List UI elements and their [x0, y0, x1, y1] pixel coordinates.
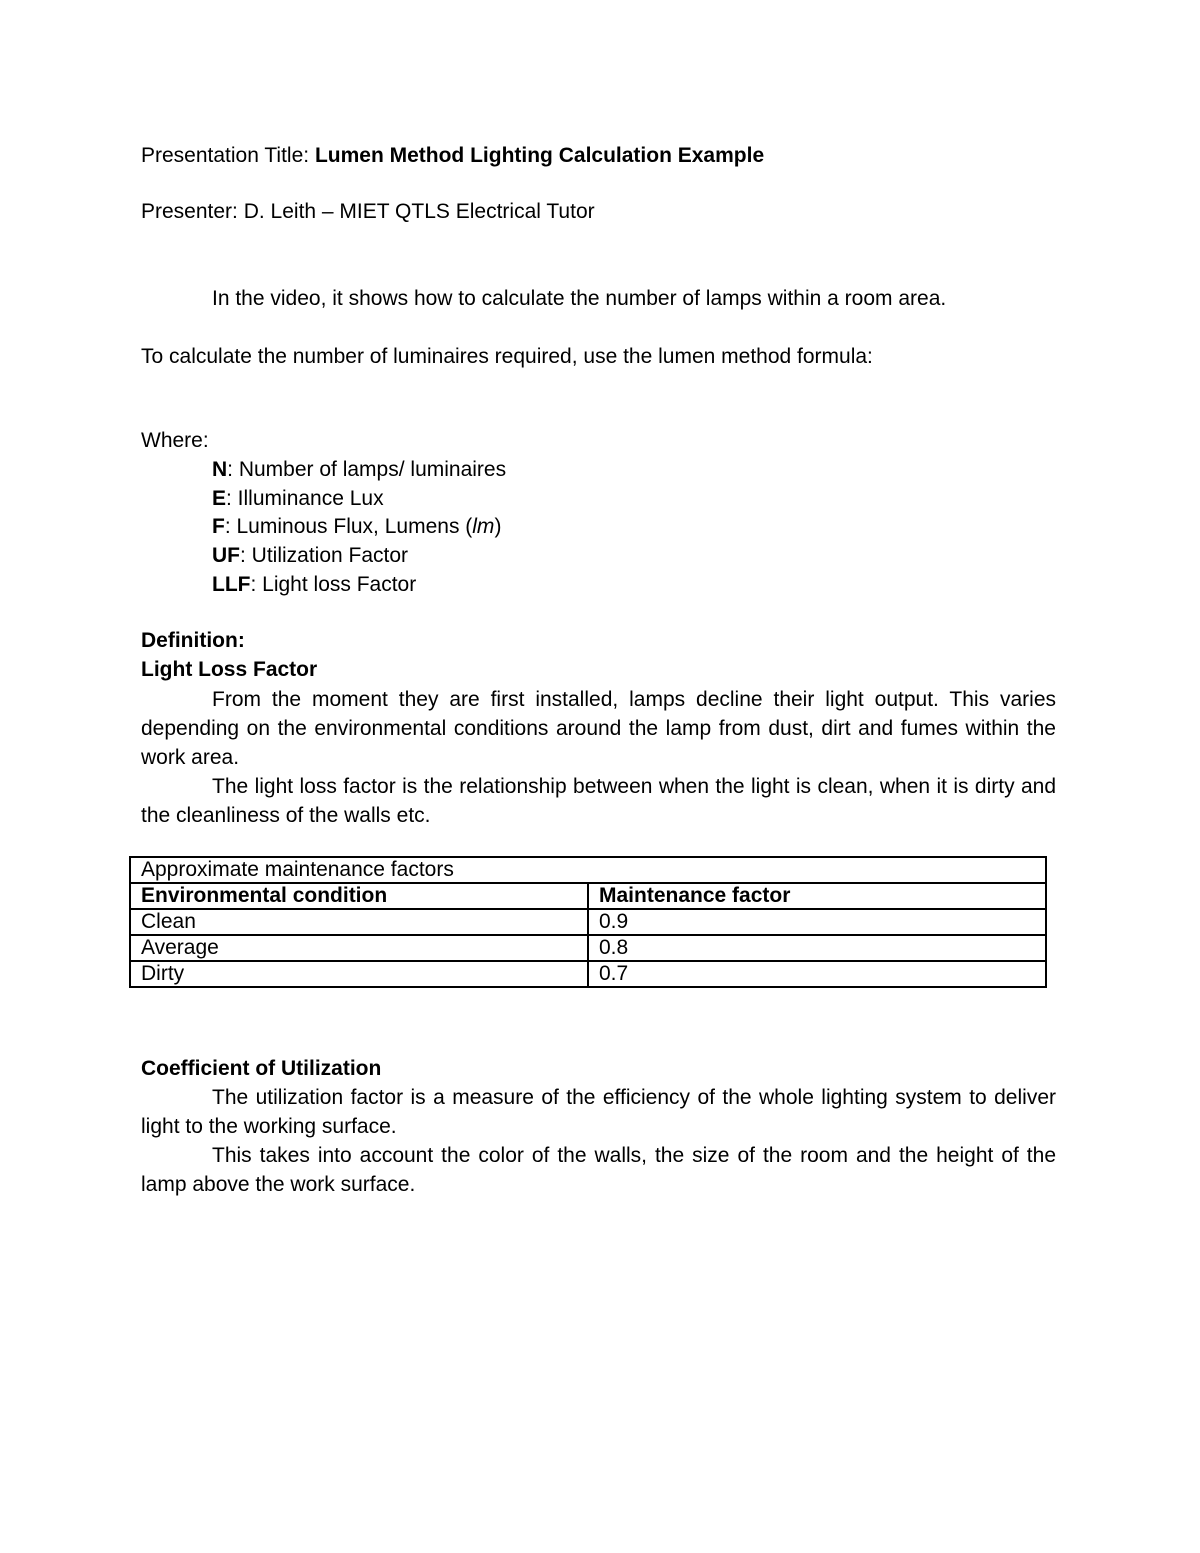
- term-symbol: F: [212, 515, 225, 538]
- definition-heading: Definition:: [141, 629, 245, 652]
- table-cell-condition: Average: [130, 935, 588, 961]
- maintenance-factor-table: [129, 856, 1047, 988]
- title-label: Presentation Title:: [141, 144, 315, 167]
- where-label: Where:: [141, 429, 209, 452]
- term-llf: [212, 571, 416, 599]
- term-f: [212, 513, 501, 541]
- table-row: [130, 961, 1046, 987]
- table-row: [130, 909, 1046, 935]
- term-description: : Utilization Factor: [240, 544, 409, 567]
- cu-body: [141, 1083, 1056, 1199]
- table-cell-condition: Dirty: [130, 961, 588, 987]
- cu-heading: Coefficient of Utilization: [141, 1057, 382, 1080]
- cu-paragraph-1: The utilization factor is a measure of the efficiency of the whole lighting system to deliver light to the working surface.: [141, 1086, 1056, 1138]
- term-symbol: E: [212, 487, 227, 510]
- term-n: [212, 456, 506, 484]
- term-e: [212, 485, 384, 513]
- column-header-factor: Maintenance factor: [588, 883, 1046, 909]
- term-symbol: UF: [212, 544, 240, 567]
- llf-heading: Light Loss Factor: [141, 658, 318, 681]
- title-value: Lumen Method Lighting Calculation Example: [314, 144, 765, 167]
- term-uf: [212, 542, 408, 570]
- term-symbol: N: [212, 458, 228, 481]
- table-caption: Approximate maintenance factors: [130, 857, 1046, 883]
- table-cell-condition: Clean: [130, 909, 588, 935]
- llf-paragraph-2: The light loss factor is the relationship between when the light is clean, when it is dirty and the cleanliness of the walls etc.: [141, 775, 1056, 827]
- term-description: : Illuminance Lux: [226, 487, 384, 510]
- term-description: : Luminous Flux, Lumens (: [224, 515, 473, 538]
- table-row: [130, 935, 1046, 961]
- presenter-line: Presenter: D. Leith – MIET QTLS Electrical Tutor: [141, 200, 595, 223]
- llf-paragraph-1: From the moment they are first installed, lamps decline their light output. This varies depending on the environmental conditions around the lamp from dust, dirt and fumes within the work area.: [141, 688, 1056, 769]
- term-unit: lm: [472, 515, 495, 538]
- intro-video-line: In the video, it shows how to calculate the number of lamps within a room area.: [212, 287, 947, 310]
- llf-body: [141, 685, 1056, 830]
- intro-formula-line: To calculate the number of luminaires required, use the lumen method formula:: [141, 345, 873, 368]
- table-cell-factor: 0.8: [588, 935, 1046, 961]
- table-header-row: [130, 883, 1046, 909]
- table-cell-factor: 0.7: [588, 961, 1046, 987]
- presentation-title: [141, 142, 764, 170]
- term-close: ): [494, 515, 502, 538]
- column-header-condition: Environmental condition: [130, 883, 588, 909]
- cu-paragraph-2: This takes into account the color of the walls, the size of the room and the height of the lamp above the work surface.: [141, 1144, 1056, 1196]
- term-description: : Number of lamps/ luminaires: [227, 458, 507, 481]
- table-caption-row: [130, 857, 1046, 883]
- term-description: : Light loss Factor: [250, 573, 417, 596]
- term-symbol: LLF: [212, 573, 251, 596]
- table-cell-factor: 0.9: [588, 909, 1046, 935]
